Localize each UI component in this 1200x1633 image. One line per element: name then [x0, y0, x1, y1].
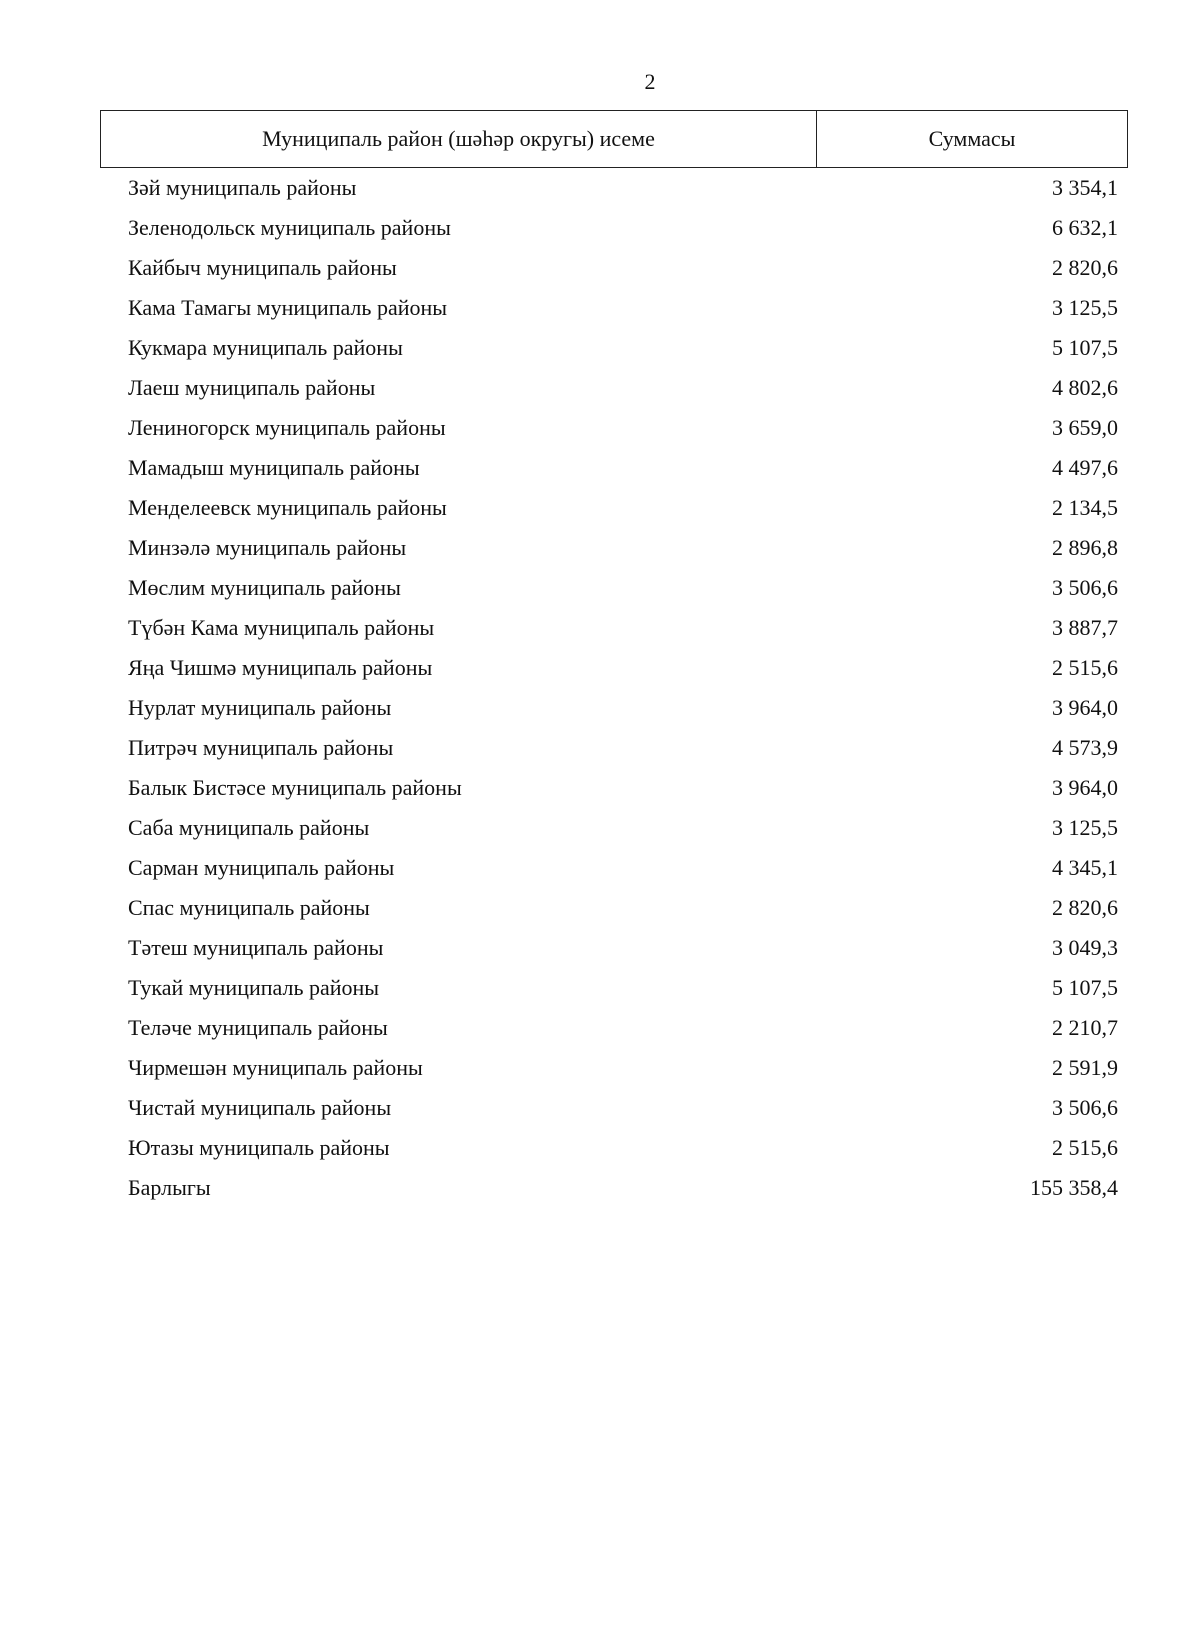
table-row	[128, 168, 1118, 208]
row-value: 2 210,7	[1052, 1015, 1118, 1040]
table-row	[128, 1088, 1118, 1128]
row-value: 4 802,6	[1052, 375, 1118, 400]
row-value: 3 354,1	[1052, 175, 1118, 200]
total-value: 155 358,4	[1030, 1175, 1118, 1200]
row-value: 5 107,5	[1052, 975, 1118, 1000]
row-name: Зәй муниципаль районы	[128, 175, 357, 200]
row-value: 3 506,6	[1052, 1095, 1118, 1120]
row-value: 2 820,6	[1052, 895, 1118, 920]
row-name: Тәтеш муниципаль районы	[128, 935, 384, 960]
table-row	[128, 408, 1118, 448]
row-name: Балык Бистәсе муниципаль районы	[128, 775, 462, 800]
row-name: Лаеш муниципаль районы	[128, 375, 376, 400]
table-header	[100, 110, 1128, 168]
row-name: Кукмара муниципаль районы	[128, 335, 403, 360]
row-name: Мамадыш муниципаль районы	[128, 455, 420, 480]
row-value: 3 964,0	[1052, 775, 1118, 800]
row-name: Кама Тамагы муниципаль районы	[128, 295, 448, 320]
row-name: Лениногорск муниципаль районы	[128, 415, 446, 440]
row-value: 3 659,0	[1052, 415, 1118, 440]
table-row	[128, 568, 1118, 608]
table-row	[128, 648, 1118, 688]
row-value: 3 125,5	[1052, 815, 1118, 840]
row-value: 4 573,9	[1052, 735, 1118, 760]
table-row	[128, 928, 1118, 968]
table-row	[128, 208, 1118, 248]
table-row	[128, 448, 1118, 488]
row-name: Теләче муниципаль районы	[128, 1015, 388, 1040]
row-name: Нурлат муниципаль районы	[128, 695, 392, 720]
table-row	[128, 528, 1118, 568]
row-value: 4 345,1	[1052, 855, 1118, 880]
row-value: 2 134,5	[1052, 495, 1118, 520]
row-value: 2 591,9	[1052, 1055, 1118, 1080]
row-value: 2 820,6	[1052, 255, 1118, 280]
table-row	[128, 968, 1118, 1008]
table-row	[128, 288, 1118, 328]
table-row	[128, 808, 1118, 848]
row-name: Спас муниципаль районы	[128, 895, 370, 920]
table-row	[128, 1008, 1118, 1048]
table-row	[128, 848, 1118, 888]
row-value: 6 632,1	[1052, 215, 1118, 240]
row-name: Питрәч муниципаль районы	[128, 735, 394, 760]
row-value: 2 515,6	[1052, 655, 1118, 680]
page-number: 2	[644, 69, 656, 94]
row-name: Ютазы муниципаль районы	[128, 1135, 390, 1160]
row-value: 3 049,3	[1052, 935, 1118, 960]
row-value: 3 125,5	[1052, 295, 1118, 320]
row-value: 2 515,6	[1052, 1135, 1118, 1160]
table-row	[128, 608, 1118, 648]
table-row	[128, 488, 1118, 528]
row-name: Кайбыч муниципаль районы	[128, 255, 397, 280]
row-name: Менделеевск муниципаль районы	[128, 495, 447, 520]
table-row	[128, 248, 1118, 288]
row-value: 3 506,6	[1052, 575, 1118, 600]
total-row	[128, 1168, 1118, 1208]
table-row	[128, 768, 1118, 808]
row-name: Мөслим муниципаль районы	[128, 575, 401, 600]
table-row	[128, 328, 1118, 368]
row-value: 3 964,0	[1052, 695, 1118, 720]
table-body	[128, 168, 1118, 1208]
row-name: Сарман муниципаль районы	[128, 855, 395, 880]
row-name: Чирмешән муниципаль районы	[128, 1055, 423, 1080]
row-name: Тукай муниципаль районы	[128, 975, 380, 1000]
table-row	[128, 888, 1118, 928]
column-header-name: Муниципаль район (шәһәр округы) исеме	[101, 111, 817, 167]
table-row	[128, 1128, 1118, 1168]
row-name: Яңа Чишмә муниципаль районы	[128, 655, 433, 680]
row-value: 4 497,6	[1052, 455, 1118, 480]
row-name: Чистай муниципаль районы	[128, 1095, 392, 1120]
total-label: Барлыгы	[128, 1175, 211, 1200]
row-value: 3 887,7	[1052, 615, 1118, 640]
table-row	[128, 368, 1118, 408]
row-name: Минзәлә муниципаль районы	[128, 535, 407, 560]
table-row	[128, 1048, 1118, 1088]
row-name: Түбән Кама муниципаль районы	[128, 615, 435, 640]
row-value: 2 896,8	[1052, 535, 1118, 560]
row-value: 5 107,5	[1052, 335, 1118, 360]
row-name: Саба муниципаль районы	[128, 815, 370, 840]
table-row	[128, 688, 1118, 728]
table-row	[128, 728, 1118, 768]
column-header-sum: Суммасы	[928, 126, 1016, 151]
row-name: Зеленодольск муниципаль районы	[128, 215, 451, 240]
